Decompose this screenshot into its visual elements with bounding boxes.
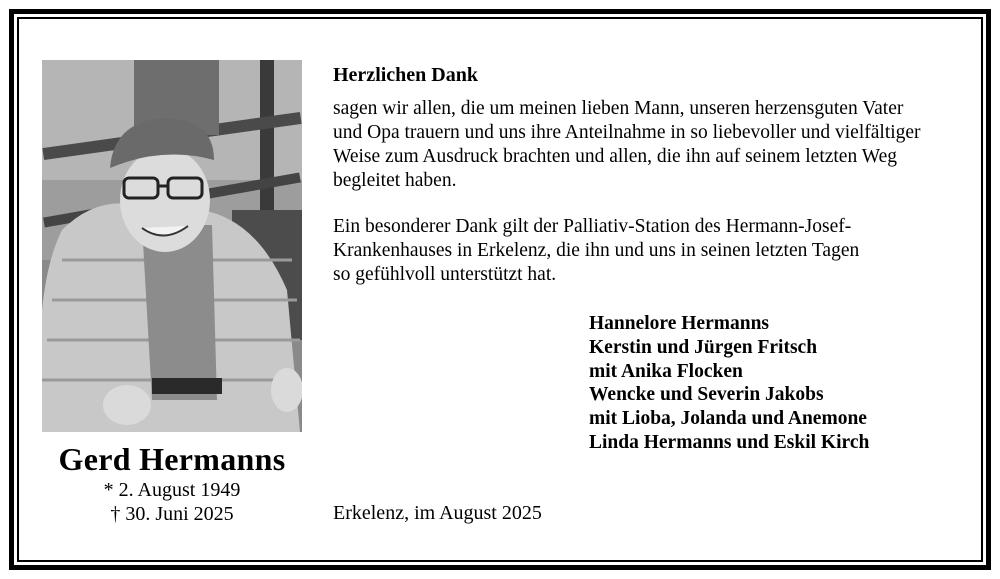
signer: Linda Hermanns und Eskil Kirch (589, 431, 870, 453)
signer: Wencke und Severin Jakobs (589, 384, 824, 406)
death-date: † 30. Juni 2025 (110, 503, 234, 525)
signers-list (589, 312, 869, 455)
signer: Hannelore Hermanns (589, 313, 770, 334)
birth-date: * 2. August 1949 (103, 479, 241, 501)
place-date: Erkelenz, im August 2025 (333, 502, 542, 524)
paragraph-line: sagen wir allen, die um meinen lieben Mann, unseren herzensguten Vater (333, 98, 904, 119)
special-thanks-paragraph (333, 215, 973, 287)
paragraph-line: Ein besonderer Dank gilt der Palliativ-Station des Hermann-Josef- (333, 216, 852, 237)
paragraph-line: so gefühlvoll unterstützt hat. (333, 264, 557, 285)
signer: mit Anika Flocken (589, 360, 743, 382)
deceased-name: Gerd Hermanns (58, 441, 286, 477)
thanks-paragraph (333, 97, 973, 193)
notice-heading: Herzlichen Dank (333, 64, 478, 86)
paragraph-line: und Opa trauern und uns ihre Anteilnahme in so liebevoller und vielfältiger (333, 122, 921, 143)
paragraph-line: Weise zum Ausdruck brachten und allen, die ihn auf seinem letzten Weg (333, 146, 897, 167)
signer: mit Lioba, Jolanda und Anemone (589, 408, 867, 430)
life-dates (42, 478, 302, 526)
paragraph-line: begleitet haben. (333, 170, 457, 191)
paragraph-line: Krankenhauses in Erkelenz, die ihn und uns in seinen letzten Tagen (333, 240, 860, 261)
signer: Kerstin und Jürgen Fritsch (589, 336, 818, 358)
portrait-photo (42, 60, 302, 432)
